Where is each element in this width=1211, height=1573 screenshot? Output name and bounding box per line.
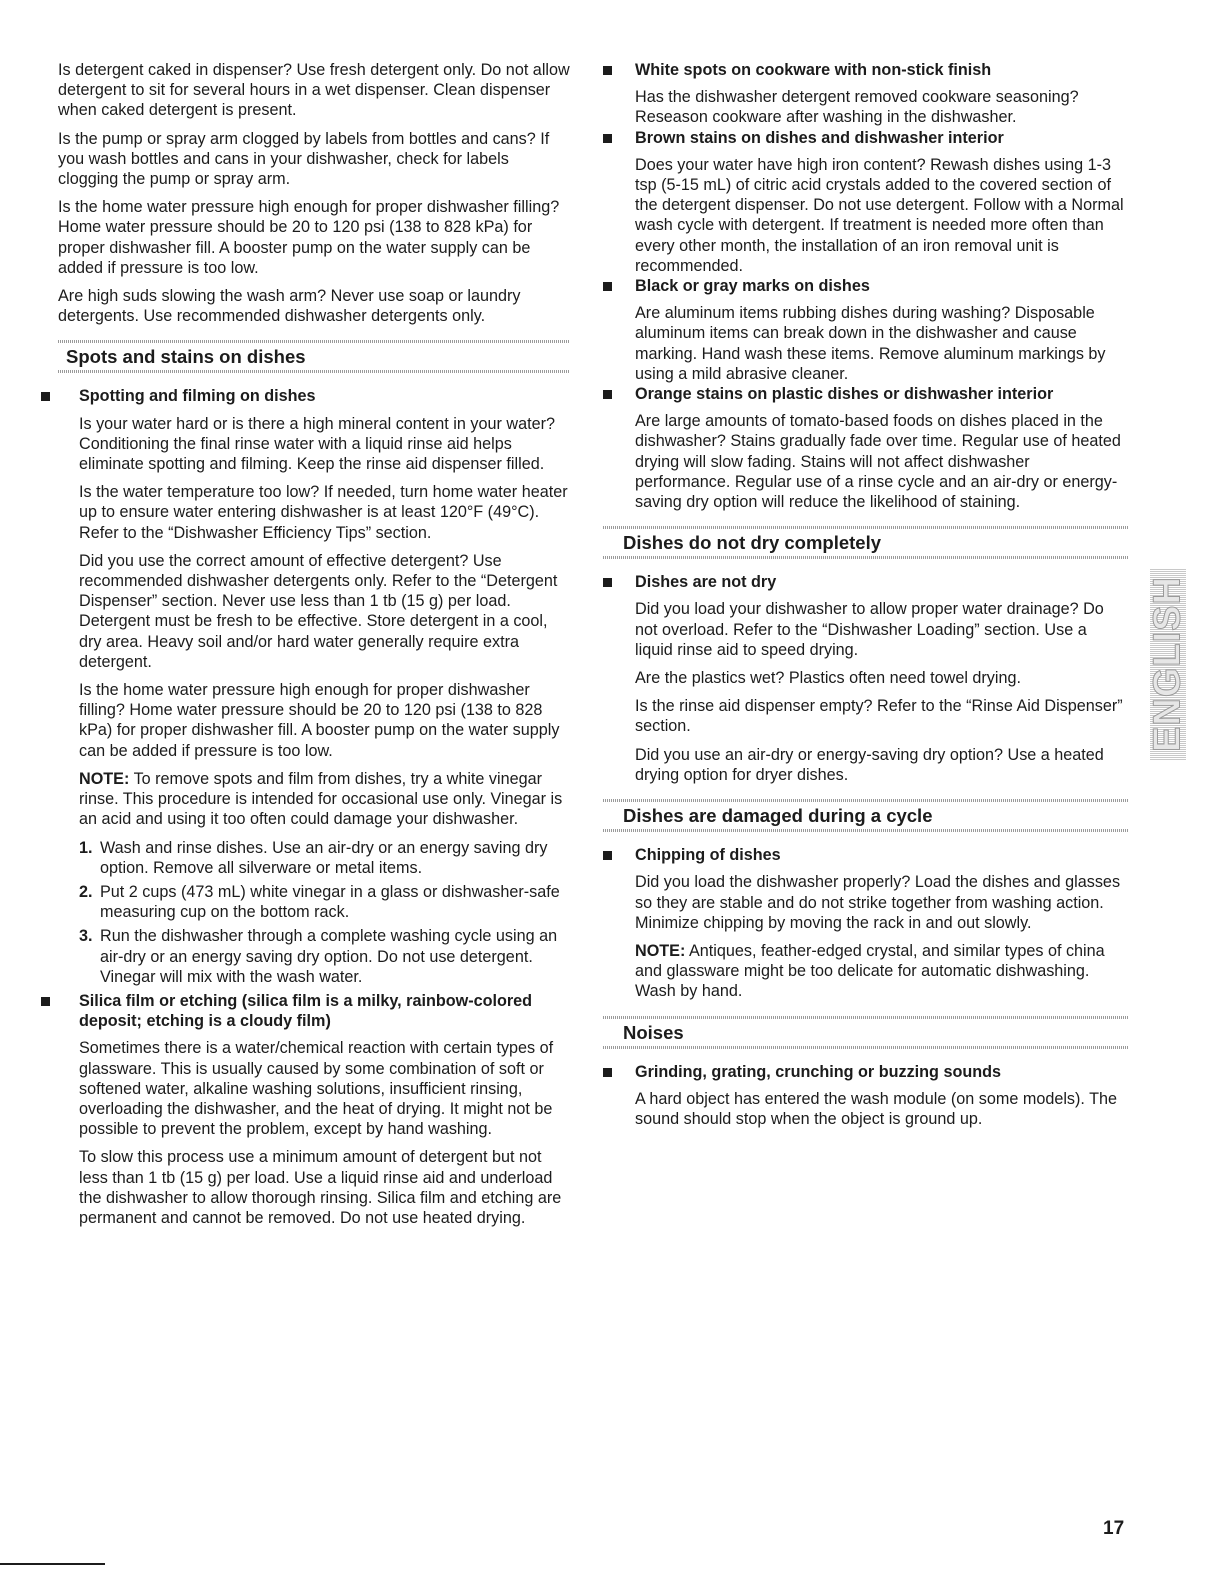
note-label: NOTE: [635,941,686,960]
bullet-heading-chipping [603,845,1128,865]
intro-paragraph: Is the home water pressure high enough for proper dishwasher filling? Home water pressure should be 20 to 120 psi (138 to 828 kPa) for proper dishwasher fill. A booster pump on the water supply can be added if pressure is too low. [58,198,560,277]
section-title: Spots and stains on dishes [66,346,306,368]
body-paragraph: To slow this process use a minimum amount of detergent but not less than 1 tb (15 g) per load. Use a liquid rinse aid and underload the dishwasher to allow thorough rinsing. Silica film and etching are permanent and cannot be removed. Do not use heated drying. [79,1148,562,1227]
body-paragraph: Did you use the correct amount of effective detergent? Use recommended dishwasher detergents only. Refer to the “Detergent Dispenser” section. Never use less than 1 tb (15 g) per load. Detergent must be fresh to be effective. Store detergent in a cool, dry area. Heavy soil and/or hard water generally require extra detergent. [79,551,558,671]
step-item [58,926,570,987]
note-paragraph [58,769,570,830]
section-title: Noises [623,1021,684,1043]
step-number: 1. [79,838,93,857]
section-heading-dry [603,526,1128,559]
right-column [603,60,1128,1129]
page-number: 17 [1103,1518,1125,1539]
section-heading-damaged [603,799,1128,832]
body-paragraph: Is your water hard or is there a high mineral content in your water? Conditioning the final rinse water with a liquid rinse aid helps eliminate spotting and filming. Keep the rinse aid dispenser filled. [79,414,555,474]
body-paragraph: Is the water temperature too low? If needed, turn home water heater up to ensure water entering dishwasher is at least 120°F (49°C). Refer to the “Dishwasher Efficiency Tips” section. [79,483,568,542]
bullet-heading-not-dry [603,572,1128,592]
body-paragraph: Is the home water pressure high enough for proper dishwasher filling? Home water pressure should be 20 to 120 psi (138 to 828 kPa) for proper dishwasher fill. A booster pump on the water supply can be added if pressure is too low. [79,681,560,760]
intro-paragraph: Are high suds slowing the wash arm? Never use soap or laundry detergents. Use recommended dishwasher detergents only. [58,287,521,326]
section-title: Dishes are damaged during a cycle [623,805,933,827]
bullet-square-icon [41,997,50,1006]
step-text: Wash and rinse dishes. Use an air-dry or an energy saving dry option. Remove all silverware or metal items. [100,838,548,877]
dotted-rule [603,556,1128,559]
note-text: Antiques, feather-edged crystal, and similar types of china and glassware might be too delicate for automatic dishwashing. Wash by hand. [635,941,1105,1001]
left-column [58,60,570,1228]
footer-rule [0,1563,105,1565]
body-paragraph: Sometimes there is a water/chemical reaction with certain types of glassware. This is usually caused by some combination of soft or softened water, alkaline washing solutions, insufficient rinsing, overloading the dishwasher, and the heat of drying. It might not be possible to prevent the problem, except by hand washing. [79,1039,554,1139]
note-label: NOTE: [79,769,130,788]
bullet-square-icon [41,392,50,401]
step-number: 2. [79,882,93,901]
body-paragraph: A hard object has entered the wash module (on some models). The sound should stop when the object is ground up. [635,1089,1118,1128]
body-paragraph: Are the plastics wet? Plastics often need towel drying. [635,669,1022,688]
bullet-heading-text: Chipping of dishes [635,846,781,865]
body-paragraph: Are large amounts of tomato-based foods on dishes placed in the dishwasher? Stains gradually fade over time. Regular use of heated drying will slow fading. Stains will not affect dishwasher performance. Regular use of a rinse cycle and an air-dry or energy-saving dry option will reduce the likelihood of staining. [635,412,1121,512]
body-paragraph: Did you load the dishwasher properly? Load the dishes and glasses so they are stable and do not strike together from washing action. Minimize chipping by moving the rack in and out slowly. [635,873,1121,932]
bullet-heading-text: Brown stains on dishes and dishwasher interior [635,128,1004,147]
bullet-square-icon [603,134,612,143]
section-heading-spots [58,340,570,373]
bullet-heading-grinding [603,1062,1128,1082]
bullet-heading-brown [603,128,1128,148]
section-title: Dishes do not dry completely [623,532,882,554]
intro-paragraph: Is the pump or spray arm clogged by labels from bottles and cans? If you wash bottles and cans in your dishwasher, check for labels clogging the pump or spray arm. [58,129,550,189]
bullet-heading-text: Silica film or etching (silica film is a milky, rainbow-colored deposit; etching is a cloudy film) [79,991,533,1031]
language-side-tab [1146,568,1189,760]
step-item [58,838,570,878]
bullet-square-icon [603,390,612,399]
body-paragraph: Are aluminum items rubbing dishes during washing? Disposable aluminum items can break down in the dishwasher and cause marking. Hand wash these items. Remove aluminum markings by using a mild abrasive cleaner. [635,304,1106,383]
bullet-heading-text: Grinding, grating, crunching or buzzing sounds [635,1062,1001,1081]
bullet-heading-text: Dishes are not dry [635,573,777,592]
bullet-heading-text: Black or gray marks on dishes [635,277,870,296]
bullet-square-icon [603,282,612,291]
bullet-heading-white-spots [603,60,1128,80]
step-number: 3. [79,927,93,946]
dotted-rule [603,829,1128,832]
language-tab-label: ENGLISH [1146,576,1189,752]
bullet-square-icon [603,851,612,860]
dotted-rule [603,1046,1128,1049]
body-paragraph: Has the dishwasher detergent removed cookware seasoning? Reseason cookware after washing in the dishwasher. [635,88,1079,127]
bullet-heading-text: Orange stains on plastic dishes or dishwasher interior [635,385,1054,404]
body-paragraph: Did you use an air-dry or energy-saving dry option? Use a heated drying option for dryer dishes. [635,745,1104,784]
bullet-square-icon [603,578,612,587]
note-text: To remove spots and film from dishes, try a white vinegar rinse. This procedure is intended for occasional use only. Vinegar is an acid and using it too often could damage your dishwasher. [79,769,563,829]
step-item [58,882,570,922]
section-heading-noises [603,1016,1128,1049]
step-text: Put 2 cups (473 mL) white vinegar in a glass or dishwasher-safe measuring cup on the bottom rack. [100,882,560,922]
bullet-heading-orange [603,384,1128,404]
step-text: Run the dishwasher through a complete washing cycle using an air-dry or an energy saving dry option. Do not use detergent. Vinegar will mix with the wash water. [100,927,558,986]
body-paragraph: Did you load your dishwasher to allow proper water drainage? Do not overload. Refer to the “Dishwasher Loading” section. Use a liquid rinse aid to speed drying. [635,600,1104,659]
bullet-square-icon [603,66,612,75]
body-paragraph: Is the rinse aid dispenser empty? Refer to the “Rinse Aid Dispenser” section. [635,697,1123,736]
bullet-heading-text: Spotting and filming on dishes [79,387,316,406]
bullet-heading-silica [58,991,570,1031]
intro-paragraph: Is detergent caked in dispenser? Use fresh detergent only. Do not allow detergent to sit for several hours in a wet dispenser. Clean dispenser when caked detergent is present. [58,61,570,120]
bullet-heading-spotting [58,386,570,406]
note-paragraph [603,941,1128,1002]
bullet-square-icon [603,1068,612,1077]
bullet-heading-text: White spots on cookware with non-stick finish [635,61,992,79]
body-paragraph: Does your water have high iron content? Rewash dishes using 1-3 tsp (5-15 mL) of citric acid crystals added to the covered section of the detergent dispenser. Do not use detergent. Follow with a Normal wash cycle with detergent. If treatment is needed more often than every other month, the installation of an iron removal unit is recommended. [635,155,1124,275]
dotted-rule [58,370,570,373]
bullet-heading-black [603,276,1128,296]
